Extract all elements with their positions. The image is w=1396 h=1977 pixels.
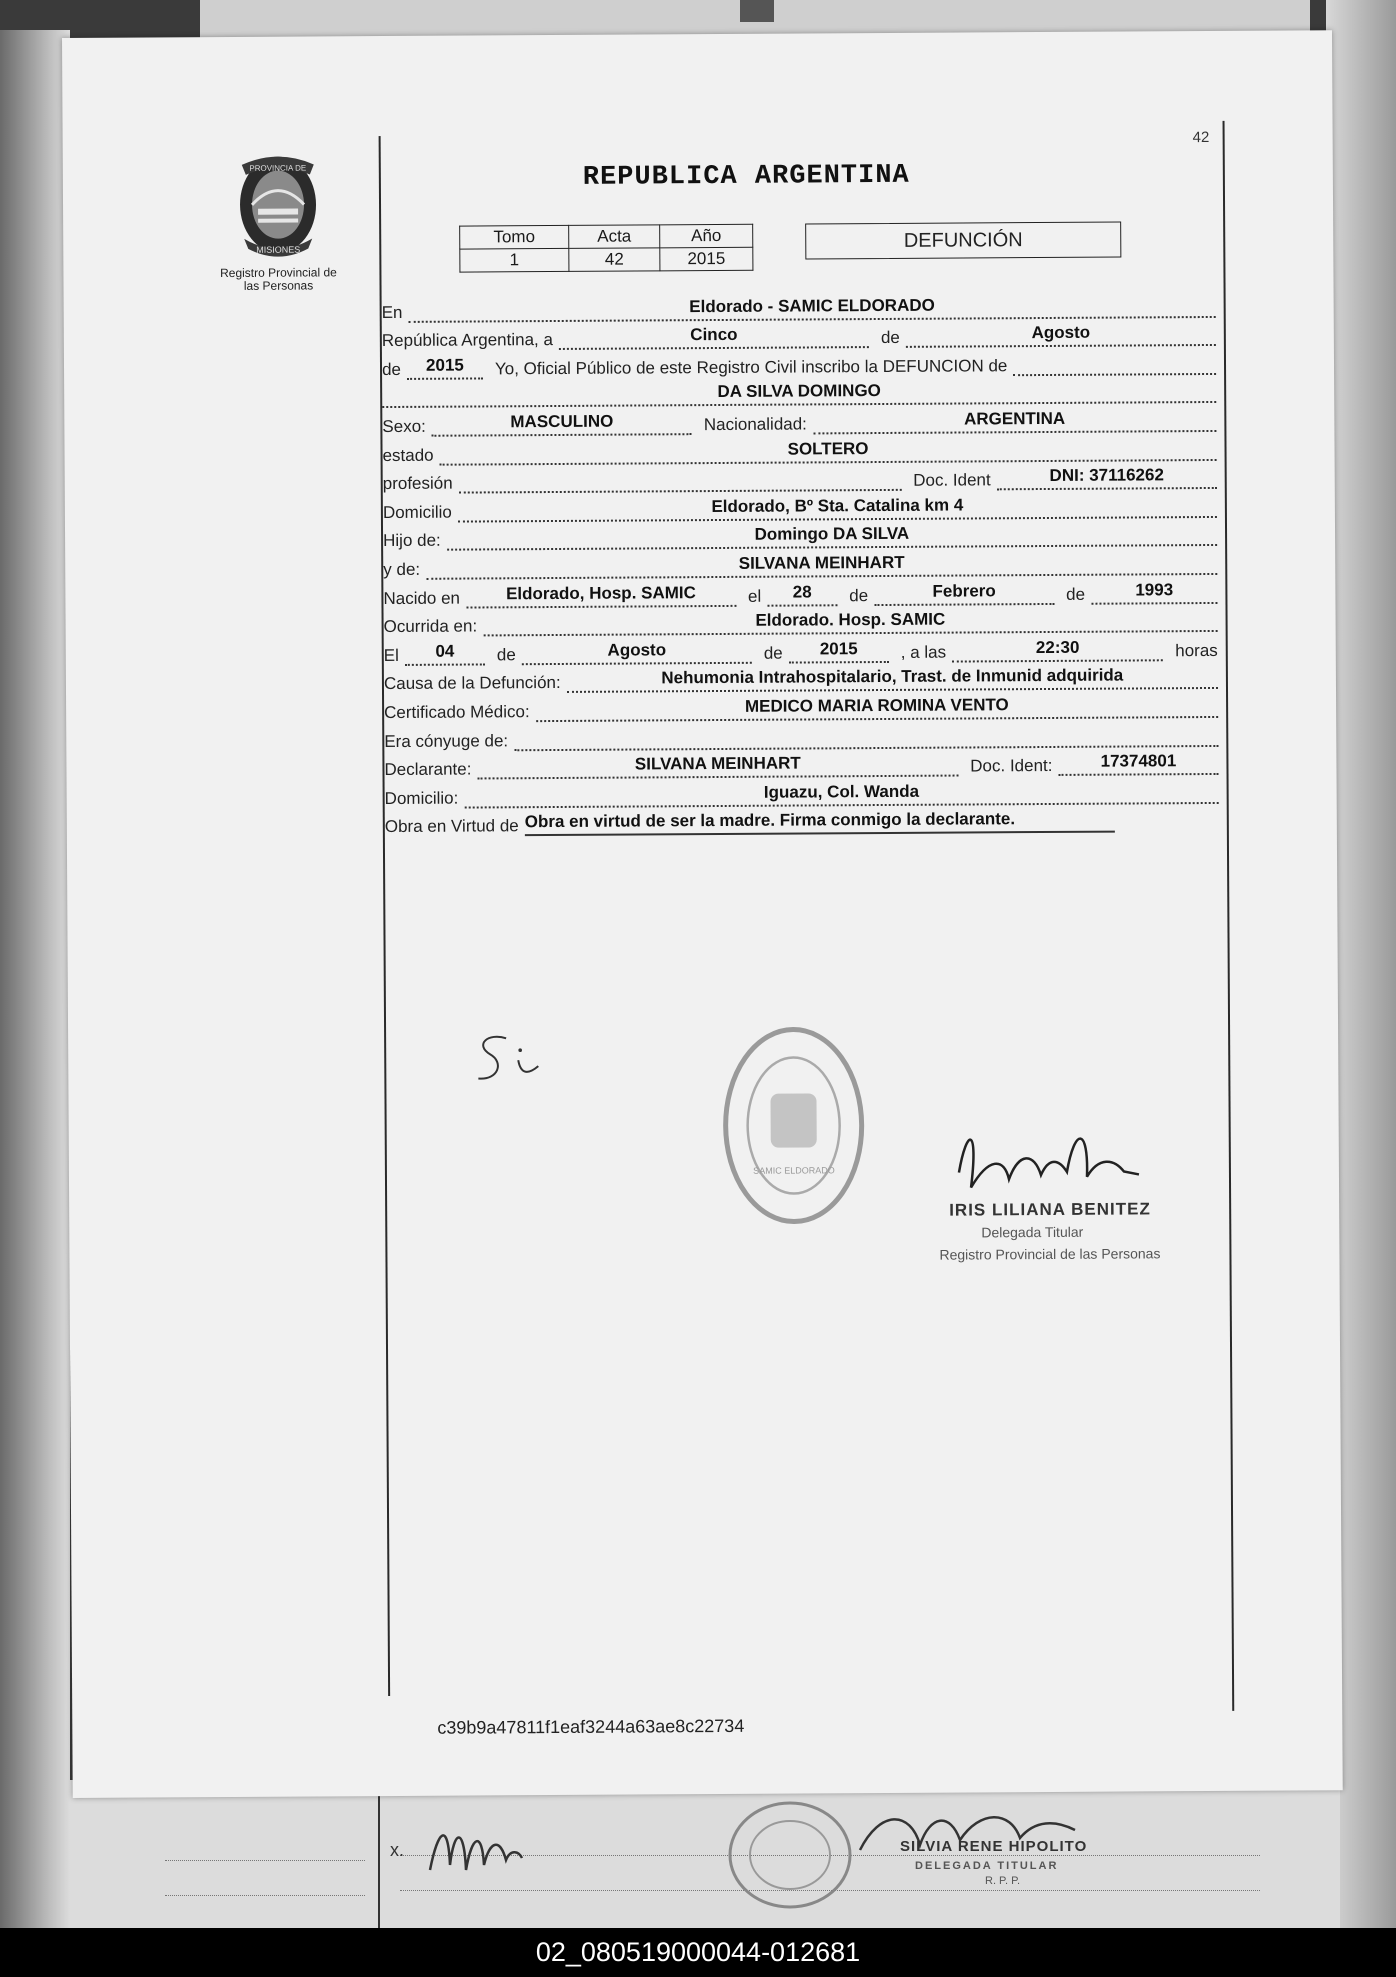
left-facing-page <box>0 30 70 1930</box>
alas-label: , a las <box>900 642 947 662</box>
row-obra <box>385 804 1225 838</box>
nacido-label: Nacido en <box>383 588 461 608</box>
birth-year-field: 1993 <box>1091 579 1218 604</box>
el-cap-label: El <box>383 645 399 665</box>
underlying-signature-rpp: R. P. P. <box>985 1875 1021 1887</box>
birth-month-field: Febrero <box>874 580 1054 605</box>
day-field: Cinco <box>559 324 869 350</box>
anio-header: Año <box>660 224 753 248</box>
certificate-form <box>382 289 1225 837</box>
death-year-field: 2015 <box>789 639 889 664</box>
estado-field: SOLTERO <box>440 437 1217 466</box>
doc-ident-label: Doc. Ident <box>913 470 991 490</box>
trailing-blank <box>1013 351 1216 376</box>
underlying-x-mark: x. <box>390 1840 405 1860</box>
yo-text: Yo, Oficial Público de este Registro Civil inscribo la DEFUNCION de <box>494 356 1008 379</box>
underlying-dotted-line <box>165 1860 365 1861</box>
registro-line2: las Personas <box>243 278 314 293</box>
de-label: de <box>763 643 783 663</box>
domicilio2-label: Domicilio: <box>384 788 459 808</box>
declarante-doc-label: Doc. Ident: <box>970 756 1053 776</box>
underlying-signature-name: SILVIA RENE HIPOLITO <box>900 1838 1088 1855</box>
emblem-bottom-text: MISIONES <box>256 244 301 255</box>
declarante-field: SILVANA MEINHART <box>477 753 958 780</box>
declarante-label: Declarante: <box>384 759 472 780</box>
underlying-dotted-line <box>165 1895 365 1896</box>
misiones-emblem-icon <box>228 146 329 267</box>
yde-label: y de: <box>383 559 421 579</box>
domicilio-field: Eldorado, Bº Sta. Catalina km 4 <box>458 494 1217 523</box>
causa-field: Nehumonia Intrahospitalario, Trast. de Inmunid adquirida <box>567 665 1218 693</box>
year-field: 2015 <box>407 355 483 379</box>
de-label: de <box>381 359 402 379</box>
nacido-field: Eldorado, Hosp. SAMIC <box>466 582 736 608</box>
acta-value: 42 <box>569 248 660 272</box>
hijo-label: Hijo de: <box>383 531 441 551</box>
obra-label: Obra en Virtud de <box>384 816 519 837</box>
profesion-field <box>459 467 902 494</box>
official-signature <box>949 1116 1160 1207</box>
signatory-name: IRIS LILIANA BENITEZ <box>949 1199 1151 1220</box>
de-label: de <box>496 644 516 665</box>
underlying-signature-role: DELEGADA TITULAR <box>915 1860 1059 1872</box>
domicilio-label: Domicilio <box>382 502 452 522</box>
underlying-page-divider <box>378 1780 380 1930</box>
underlying-seal <box>720 1800 860 1910</box>
estado-label: estado <box>382 445 434 465</box>
handwritten-si-note <box>468 1030 558 1091</box>
causa-label: Causa de la Defunción: <box>383 673 561 694</box>
hijo-field: Domingo DA SILVA <box>447 522 1217 551</box>
month-field: Agosto <box>906 322 1216 348</box>
certificado-field: MEDICO MARIA ROMINA VENTO <box>536 694 1219 722</box>
certificado-label: Certificado Médico: <box>384 702 530 722</box>
document-hash: c39b9a47811f1eaf3244a63ae8c22734 <box>437 1715 745 1738</box>
seal-text: SAMIC ELDORADO <box>753 1165 835 1176</box>
registry-table <box>459 224 753 273</box>
en-field: Eldorado - SAMIC ELDORADO <box>408 294 1215 323</box>
doc-ident-field: DNI: 37116262 <box>997 465 1217 490</box>
el-label: el <box>747 586 762 606</box>
profesion-label: profesión <box>382 473 453 494</box>
death-time-field: 22:30 <box>952 637 1163 662</box>
scan-footer-id: 02_080519000044-012681 <box>0 1928 1396 1977</box>
horas-label: horas <box>1175 640 1218 660</box>
tomo-value: 1 <box>460 248 569 272</box>
declarante-doc-field: 17374801 <box>1058 751 1218 776</box>
republica-label: República Argentina, a <box>381 330 553 351</box>
underlying-signature-left <box>420 1810 530 1890</box>
de-label: de <box>880 328 900 348</box>
sexo-field: MASCULINO <box>432 411 692 437</box>
registro-line1: Registro Provincial de <box>220 265 337 281</box>
anio-value: 2015 <box>660 247 753 271</box>
ocurrida-label: Ocurrida en: <box>383 616 478 637</box>
emblem-top-text: PROVINCIA DE <box>249 163 307 173</box>
en-label: En <box>381 302 403 322</box>
official-seal-stamp <box>718 1023 869 1229</box>
death-certificate-sheet <box>62 30 1343 1798</box>
acta-header: Acta <box>569 225 660 249</box>
birth-day-field: 28 <box>767 582 837 606</box>
document-title: REPUBLICA ARGENTINA <box>582 160 910 193</box>
nacionalidad-label: Nacionalidad: <box>703 414 807 435</box>
obra-field: Obra en virtud de ser la madre. Firma conmigo la declarante. <box>525 809 1115 837</box>
tomo-header: Tomo <box>460 225 569 249</box>
conyuge-label: Era cónyuge de: <box>384 730 509 751</box>
registro-label <box>183 266 373 293</box>
ocurrida-field: Eldorado. Hosp. SAMIC <box>483 608 1218 636</box>
nacionalidad-field: ARGENTINA <box>813 408 1217 434</box>
right-border-line <box>1223 121 1235 1711</box>
signatory-role: Delegada Titular <box>981 1223 1084 1241</box>
de-label: de <box>1066 584 1086 604</box>
signatory-registro: Registro Provincial de las Personas <box>939 1245 1161 1263</box>
sexo-label: Sexo: <box>382 416 426 437</box>
deceased-name-field: DA SILVA DOMINGO <box>382 379 1216 408</box>
page-number: 42 <box>1192 128 1210 147</box>
death-month-field: Agosto <box>522 640 752 665</box>
yde-field: SILVANA MEINHART <box>426 551 1217 580</box>
domicilio2-field: Iguazu, Col. Wanda <box>464 780 1218 809</box>
death-day-field: 04 <box>405 641 485 665</box>
de-label: de <box>849 585 869 605</box>
document-type-box: DEFUNCIÓN <box>805 222 1121 260</box>
binder-clip <box>740 0 774 22</box>
